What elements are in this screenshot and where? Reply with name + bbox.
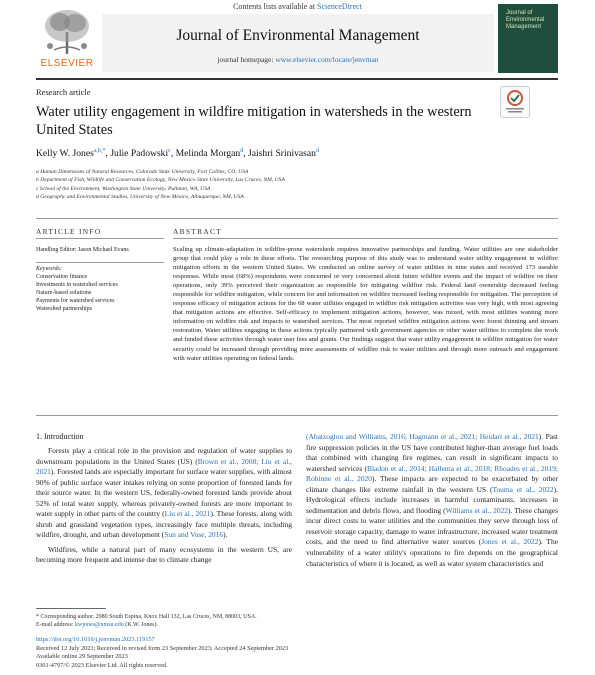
body-text: ). Past fire suppression policies in the US have contributed higher-than average fuel loads that combined with changing fire regimes, can result in significant impacts to watershed services ( — [306, 432, 558, 473]
section-divider — [36, 218, 558, 219]
author-name[interactable]: Kelly W. Jones — [36, 148, 94, 160]
footnotes — [36, 613, 257, 629]
body-text: ). The vulnerability of a water utility's operations to fire depends on the geographical characteristics of where it is located, as well as water system characteristics and — [306, 537, 558, 568]
handling-editor: Handling Editor: Jason Michael Evans — [36, 247, 129, 253]
copyright-line: 0301-4797/© 2023 Elsevier Ltd. All rights reserved. — [36, 662, 168, 670]
paragraph: Wildfires, while a natural part of many ecosystems in the western US, are becoming more frequent and intense due to climate change — [36, 544, 292, 565]
doi-link[interactable]: https://doi.org/10.1016/j.jenvman.2023.119157 — [36, 636, 155, 643]
publication-info — [36, 636, 288, 671]
keywords-rule — [36, 262, 164, 263]
check-for-updates-icon — [501, 87, 529, 117]
header-divider — [36, 78, 558, 80]
article-type: Research article — [36, 87, 91, 97]
introduction-heading: 1. Introduction — [36, 432, 84, 441]
keywords-list — [36, 274, 118, 314]
affiliation: d Geography and Environmental Studies, University of New Mexico, Albuquerque, NM, USA — [36, 193, 244, 200]
body-column-left — [36, 446, 292, 566]
author-affiliation-marker[interactable]: c — [168, 148, 171, 154]
abstract-text: Scaling up climate-adaptation in wildfire-prone watersheds requires innovative partnerships and funding. Water utilities are one stakeholder group that could play a role in these efforts. The overarching purpose of this study was to understand water utility engagement in wildfire mitigation efforts in the western United States. We conducted an online survey of water utilities in nine states and received 173 useable responses. While most (68%) respondents were concerned or very concerned about future wildfire events and the impact of wildfire on their operations, only 39% perceived their organization as responsible for mitigating wildfire risk. Federal land ownership decreased feeling responsible for wildfire mitigation, while concern for and information on wildfire increased feeling responsible for mitigation. The perception of response efficacy of mitigation actions for the 68 water utilities engaged in wildfire risk mitigation activities was very high, with most agreeing that mitigation actions are effective. Self-efficacy to implement mitigation actions, however, was mixed, with most utilities wanting more information on wildfire risk and impacts to watershed services. The most reported wildfire mitigation actions were forest thinning and stream restoration. Water utilities engaging in these actions typically partnered with government agencies or other water utilities to complete the work and funded these activities through water user fees and grants. Our findings suggest that water utility engagement in wildfire mitigation for water security could be increased through providing more assessments of wildfire risk to water utilities and through more outreach and engagement with water utilities operating on federal lands. — [173, 246, 558, 362]
author-affiliation-marker[interactable]: a,b,* — [93, 148, 106, 154]
email-link[interactable]: kwjones@nmsu.edu — [75, 622, 124, 628]
body-text: ). Hydrological effects include increases in harmful contaminants, increases in sedimentation and debris flows, and flooding ( — [306, 484, 558, 515]
corresponding-author-note: * Corresponding author. 2980 South Espina, Knox Hall 132, Las Cruces, NM, 88003, USA. — [36, 614, 257, 620]
affiliation: c School of the Environment, Washington State University, Pullman, WA, USA — [36, 185, 211, 192]
citation-link[interactable]: Liu et al., 2021 — [164, 509, 211, 519]
affiliation: b Department of Fish, Wildlife and Conservation Ecology, New Mexico State University, Las Cruces, NM, USA — [36, 177, 285, 184]
abstract-bottom-rule — [36, 415, 558, 416]
contents-prefix: Contents lists available at — [233, 2, 318, 11]
paragraph — [306, 432, 558, 569]
citation-link[interactable]: (Abatzoglou and Williams, 2016; Hagmann et al., 2021; Heidari et al., 2021 — [306, 432, 539, 441]
elsevier-wordmark: ELSEVIER — [40, 58, 94, 69]
keywords-label: Keywords: — [36, 266, 62, 272]
abstract-rule — [173, 238, 558, 239]
citation-link[interactable]: Jones et al., 2022 — [481, 537, 539, 547]
available-online-date: Available online 29 September 2023 — [36, 653, 128, 661]
affiliations — [36, 168, 456, 201]
citation-link[interactable]: Bladon et al., 2014; Hallema et al., 2018; Rhoades et al., 2019; Robinne et al., 2020 — [306, 463, 558, 484]
article-info-heading: ARTICLE INFO — [36, 227, 102, 236]
author-name[interactable]: Jaishri Srinivasan — [248, 148, 316, 160]
citation-link[interactable]: Brown et al., 2008; Liu et al., 2021 — [36, 456, 292, 477]
keyword: Payments for watershed services — [36, 297, 115, 304]
paragraph — [36, 446, 292, 541]
sciencedirect-link[interactable]: ScienceDirect — [317, 2, 362, 11]
body-text: ). These changes incur direct costs to water utilities and the communities they serve through loss of reservoir storage capacity, damage to water infrastructure, increased water treatment costs, and the need to find alternative water sources ( — [306, 505, 558, 547]
body-text: ). Forested lands are especially important for surface water supplies, with almost 90% of public surface water intakes relying on some proportion of forested lands for their source water. In the western US, federally-owned forested lands provide about 52% of total water supply, whereas privately-owned forests are more important to water supply in other parts of the country ( — [36, 467, 292, 519]
author-list: Kelly W. Jones$^{a,b,*}$, Julie Padowski$^c$, Melinda Morgan$^d$, Jaishri Srinivasan$^d$ — [36, 148, 319, 160]
author-name[interactable]: Julie Padowski — [110, 148, 169, 160]
keyword: Investments in watershed services — [36, 281, 118, 288]
email-line — [36, 621, 257, 629]
author-affiliation-marker[interactable]: d — [315, 148, 319, 154]
journal-cover-title: Journal of Environmental Management — [506, 10, 545, 30]
author-affiliation-marker[interactable]: d — [240, 148, 244, 154]
journal-homepage-link[interactable]: www.elsevier.com/locate/jenvman — [275, 55, 379, 64]
received-dates: Received 12 July 2023; Received in revised form 23 September 2023; Accepted 24 September 2023 — [36, 644, 289, 652]
homepage-prefix: journal homepage: — [217, 55, 276, 64]
keyword: Watershed partnerships — [36, 305, 92, 312]
abstract-heading: ABSTRACT — [173, 227, 223, 236]
footnote-rule — [36, 608, 106, 609]
email-prefix: E-mail address: — [36, 622, 75, 628]
body-text: ). These impacts are expected to be exacerbated by other climate changes like extreme rainfall in the western US ( — [306, 474, 558, 494]
citation-link[interactable]: Williams et al., 2022 — [445, 505, 509, 515]
article-title: Water utility engagement in wildfire mitigation in watersheds in the western United States — [36, 104, 472, 138]
author-name[interactable]: Melinda Morgan — [175, 148, 241, 160]
keyword: Conservation finance — [36, 274, 88, 280]
journal-title: Journal of Environmental Management — [176, 27, 420, 44]
citation-link[interactable]: Touma et al., 2022 — [492, 484, 554, 494]
email-suffix: (K.W. Jones). — [123, 622, 158, 628]
article-info-rule — [36, 238, 164, 239]
body-text: Forests play a critical role in the provision and regulation of water supplies to downstream populations in the United States (US) ( — [36, 446, 292, 466]
check-for-updates-badge[interactable] — [500, 86, 530, 118]
body-column-right — [306, 432, 558, 569]
keyword: Nature-based solutions — [36, 289, 92, 296]
body-text: ). — [223, 530, 228, 540]
citation-link[interactable]: Sun and Vose, 2016 — [164, 530, 224, 540]
affiliation: a Human Dimensions of Natural Resources, Colorado State University, Fort Collins, CO, USA — [36, 169, 249, 175]
journal-homepage-line — [102, 55, 494, 64]
body-text: ). These forests, along with shrub and grassland vegetation types, increasingly face multiple threats, including wildfire, drought, and urban development ( — [36, 509, 292, 540]
